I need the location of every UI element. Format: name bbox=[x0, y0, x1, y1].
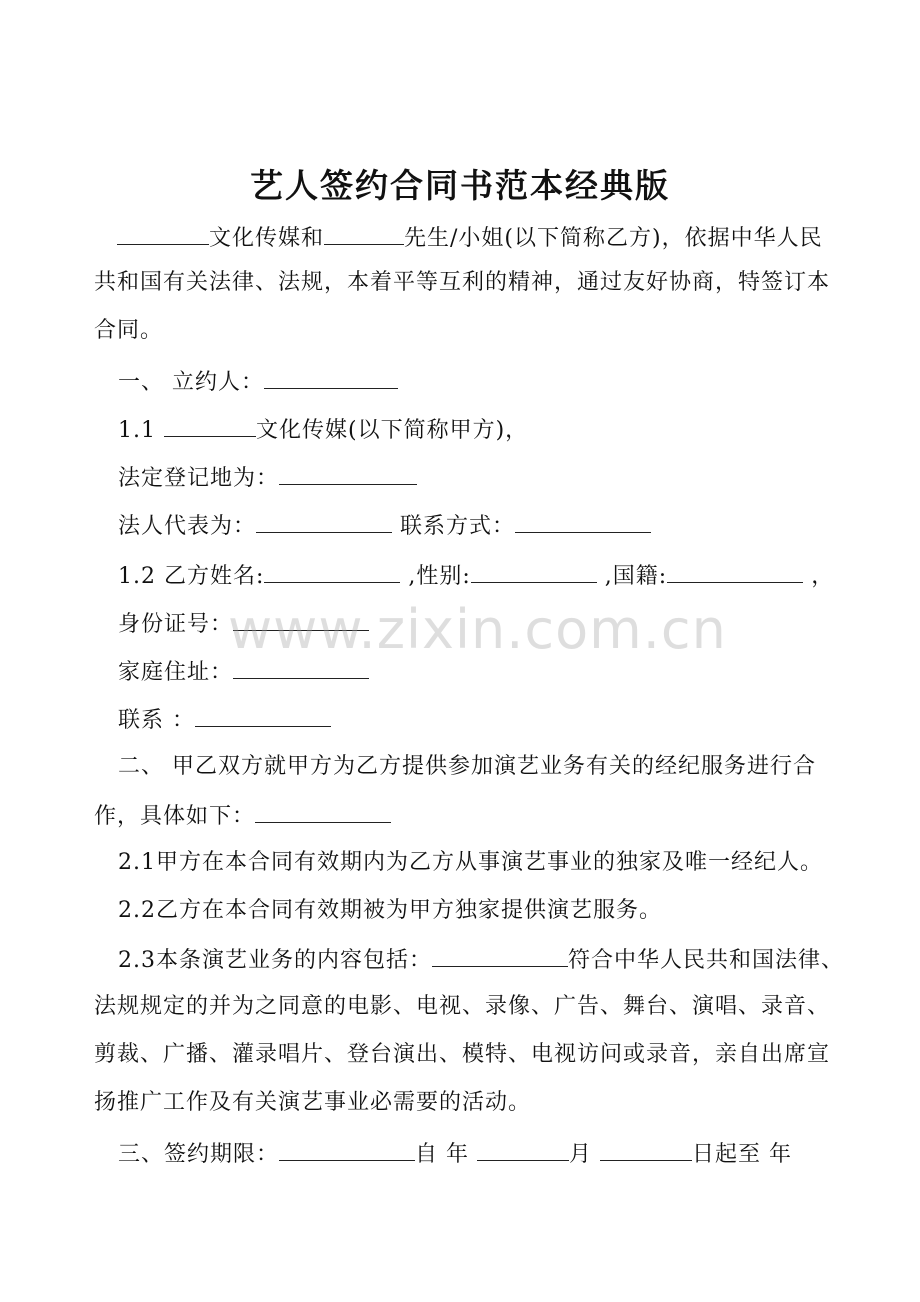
company-name-blank bbox=[164, 414, 256, 437]
intro-party-b-suffix: 先生/小姐(以下简称乙方)，依据中华人民 bbox=[404, 226, 823, 251]
term-blank bbox=[279, 1138, 415, 1161]
home-address-label: 家庭住址： bbox=[118, 660, 234, 685]
item-2-3-line-4: 扬推广工作及有关演艺事业必需要的活动。 bbox=[94, 1090, 532, 1115]
contact-label: 联系 ： bbox=[118, 708, 195, 733]
item-1-1-line bbox=[118, 414, 528, 446]
section2-heading-line-2-text: 作，具体如下： bbox=[94, 804, 256, 829]
section3-heading: 三、签约期限： bbox=[118, 1142, 280, 1167]
legal-rep-label: 法人代表为： bbox=[118, 514, 257, 539]
intro-line-1 bbox=[117, 222, 823, 254]
item-1-1-prefix: 1.1 bbox=[118, 418, 164, 443]
registered-address-blank bbox=[279, 462, 417, 485]
trailing-comma: ， bbox=[803, 564, 835, 589]
section1-heading-line bbox=[118, 366, 398, 398]
party-b-blank bbox=[324, 222, 404, 245]
item-2-3-suffix: 符合中华人民共和国法律、 bbox=[568, 948, 845, 973]
contact-blank bbox=[195, 704, 331, 727]
item-2-3-line-1 bbox=[118, 944, 844, 976]
item-1-2-line bbox=[118, 560, 834, 592]
section1-heading: 一、 立约人： bbox=[118, 370, 264, 395]
contact-line bbox=[118, 704, 331, 736]
legal-rep-blank bbox=[256, 510, 392, 533]
performance-content-blank bbox=[432, 944, 568, 967]
contact-method-blank bbox=[515, 510, 651, 533]
id-number-label: 身份证号： bbox=[118, 612, 234, 637]
gender-blank bbox=[471, 560, 597, 583]
intro-line-3: 合同。 bbox=[94, 318, 164, 343]
party-a-blank bbox=[117, 222, 209, 245]
nationality-blank bbox=[667, 560, 803, 583]
section2-heading-line-2 bbox=[94, 800, 391, 832]
party-b-name-blank bbox=[264, 560, 400, 583]
registered-address-line bbox=[118, 462, 417, 494]
registered-address-label: 法定登记地为： bbox=[118, 466, 280, 491]
day-to-year-label: 日起至 年 bbox=[692, 1142, 793, 1167]
document-title: 艺人签约合同书范本经典版 bbox=[250, 166, 670, 205]
item-2-3-line-3: 剪裁、广播、灌录唱片、登台演出、模特、电视访问或录音，亲自出席宣 bbox=[94, 1042, 831, 1067]
legal-rep-line bbox=[118, 510, 651, 542]
item-1-1-suffix: 文化传媒(以下简称甲方)， bbox=[255, 418, 529, 443]
gender-label: ,性别: bbox=[400, 564, 471, 589]
section3-line bbox=[118, 1138, 792, 1170]
month-label: 月 bbox=[569, 1142, 601, 1167]
intro-line-2: 共和国有关法律、法规，本着平等互利的精神，通过友好协商，特签订本 bbox=[94, 270, 831, 295]
parties-blank bbox=[264, 366, 398, 389]
day-blank bbox=[600, 1138, 692, 1161]
watermark: www.zixin.com.cn bbox=[228, 598, 727, 661]
party-b-name-label: 1.2 乙方姓名: bbox=[118, 564, 265, 589]
cooperation-details-blank bbox=[255, 800, 391, 823]
item-2-3-prefix: 2.3本条演艺业务的内容包括： bbox=[118, 948, 432, 973]
section2-heading-line-1: 二、 甲乙双方就甲方为乙方提供参加演艺业务有关的经纪服务进行合 bbox=[118, 754, 816, 779]
item-2-3-line-2: 法规规定的并为之同意的电影、电视、录像、广告、舞台、演唱、录音、 bbox=[94, 994, 831, 1019]
month-blank bbox=[477, 1138, 569, 1161]
contact-method-label: 联系方式： bbox=[392, 514, 516, 539]
item-2-2: 2.2乙方在本合同有效期被为甲方独家提供演艺服务。 bbox=[118, 898, 662, 923]
nationality-label: ,国籍: bbox=[596, 564, 668, 589]
intro-party-a-suffix: 文化传媒和 bbox=[209, 226, 325, 251]
from-year-label: 自 年 bbox=[415, 1142, 478, 1167]
item-2-1: 2.1甲方在本合同有效期内为乙方从事演艺事业的独家及唯一经纪人。 bbox=[118, 850, 823, 875]
